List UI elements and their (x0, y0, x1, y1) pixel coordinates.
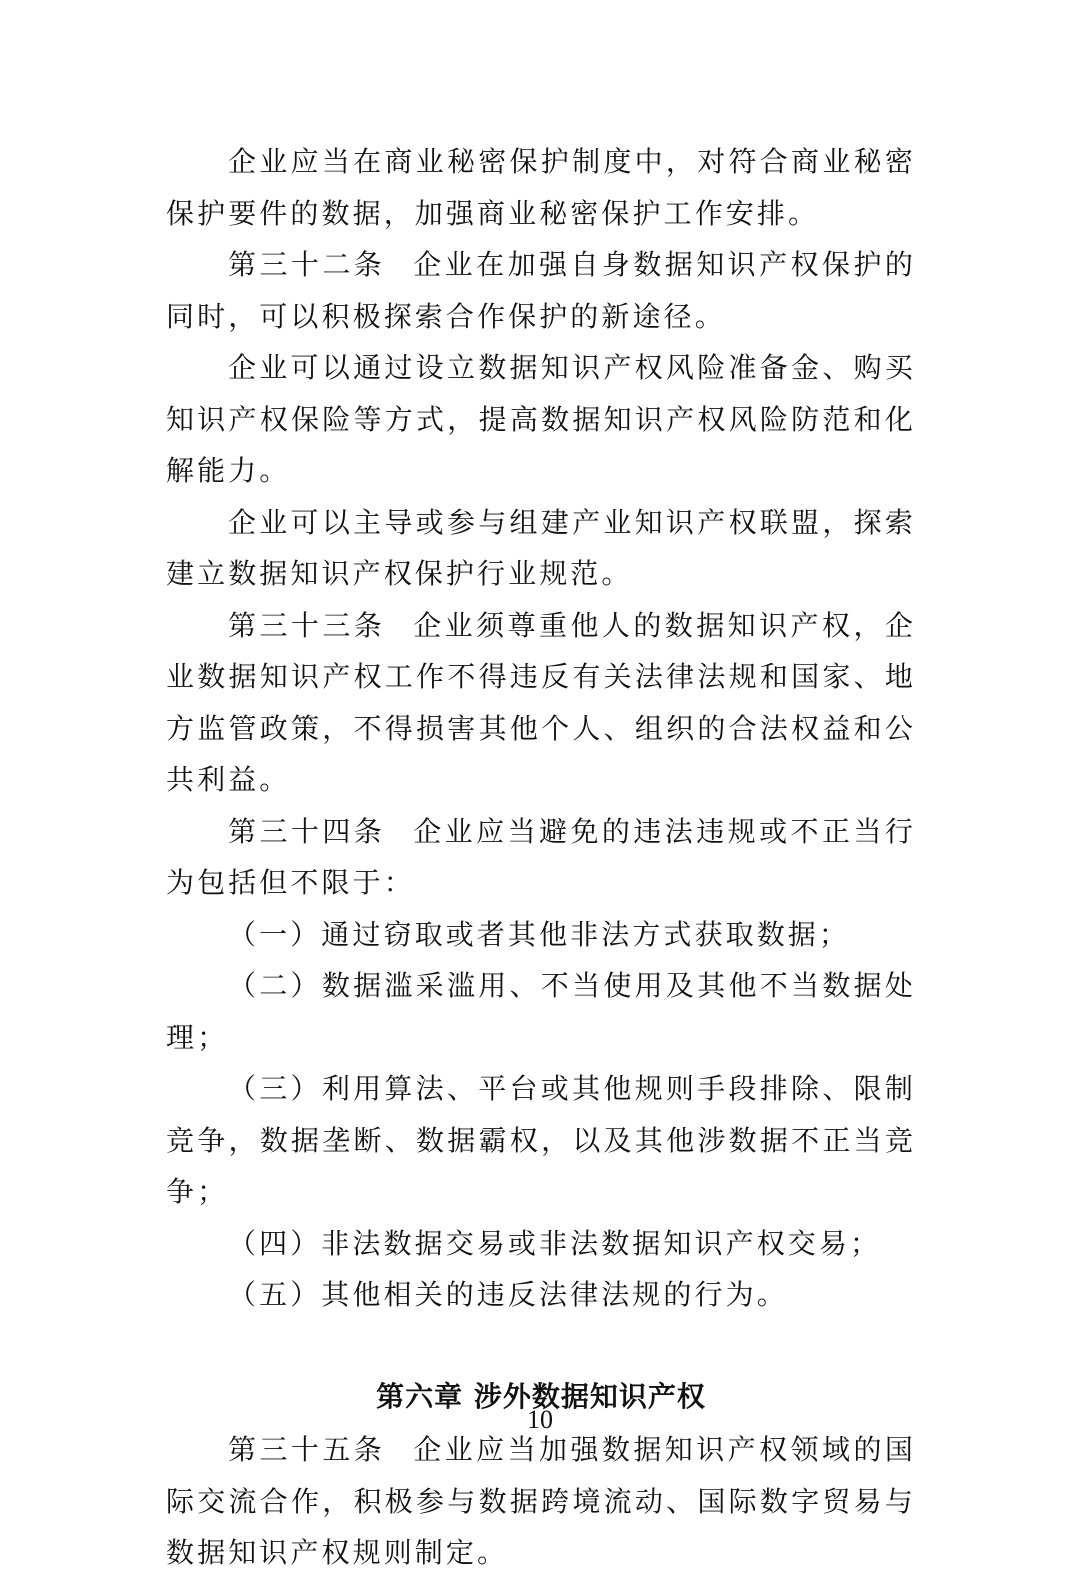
paragraph-text: 企业可以通过设立数据知识产权风险准备金、购买知识产权保险等方式，提高数据知识产权风险防范和化解能力。 (166, 351, 916, 487)
paragraph (166, 136, 916, 239)
paragraph-text: 企业在加强自身数据知识产权保护的同时，可以积极探索合作保护的新途径。 (166, 248, 916, 333)
article-paragraph (166, 239, 916, 342)
list-item (166, 909, 916, 961)
article-paragraph (166, 1424, 916, 1579)
list-item-text: （三）利用算法、平台或其他规则手段排除、限制竞争，数据垄断、数据霸权，以及其他涉数据不正当竞争； (166, 1072, 916, 1208)
paragraph-text: 企业须尊重他人的数据知识产权，企业数据知识产权工作不得违反有关法律法规和国家、地方监管政策，不得损害其他个人、组织的合法权益和公共利益。 (166, 608, 916, 796)
article-number: 第三十五条 (228, 1433, 386, 1466)
list-item-text: （一）通过窃取或者其他非法方式获取数据； (228, 917, 851, 951)
article-number: 第三十四条 (228, 814, 386, 848)
page-number: 10 (527, 1405, 553, 1434)
paragraph-text: 企业应当在商业秘密保护制度中，对符合商业秘密保护要件的数据，加强商业秘密保护工作安排。 (166, 145, 916, 230)
article-paragraph (166, 600, 916, 806)
paragraph-text: 企业应当避免的违法违规或不正当行为包括但不限于： (166, 814, 916, 899)
article-paragraph (166, 806, 916, 909)
chapter-title: 第六章 涉外数据知识产权 (376, 1379, 706, 1413)
paragraph (166, 497, 916, 600)
paragraph-text: 企业应当加强数据知识产权领域的国际交流合作，积极参与数据跨境流动、国际数字贸易与数据知识产权规则制定。 (166, 1433, 916, 1569)
document-body (166, 136, 916, 1579)
list-item (166, 1063, 916, 1218)
paragraph (166, 342, 916, 497)
list-item (166, 1269, 916, 1321)
list-item-text: （五）其他相关的违反法律法规的行为。 (228, 1278, 788, 1311)
paragraph-text: 企业可以主导或参与组建产业知识产权联盟，探索建立数据知识产权保护行业规范。 (166, 505, 916, 590)
article-number: 第三十二条 (228, 248, 386, 281)
list-item-text: （四）非法数据交易或非法数据知识产权交易； (228, 1226, 882, 1260)
list-item-text: （二）数据滥采滥用、不当使用及其他不当数据处理； (166, 969, 916, 1054)
list-item (166, 1218, 916, 1270)
article-number: 第三十三条 (228, 608, 386, 642)
list-item (166, 960, 916, 1063)
